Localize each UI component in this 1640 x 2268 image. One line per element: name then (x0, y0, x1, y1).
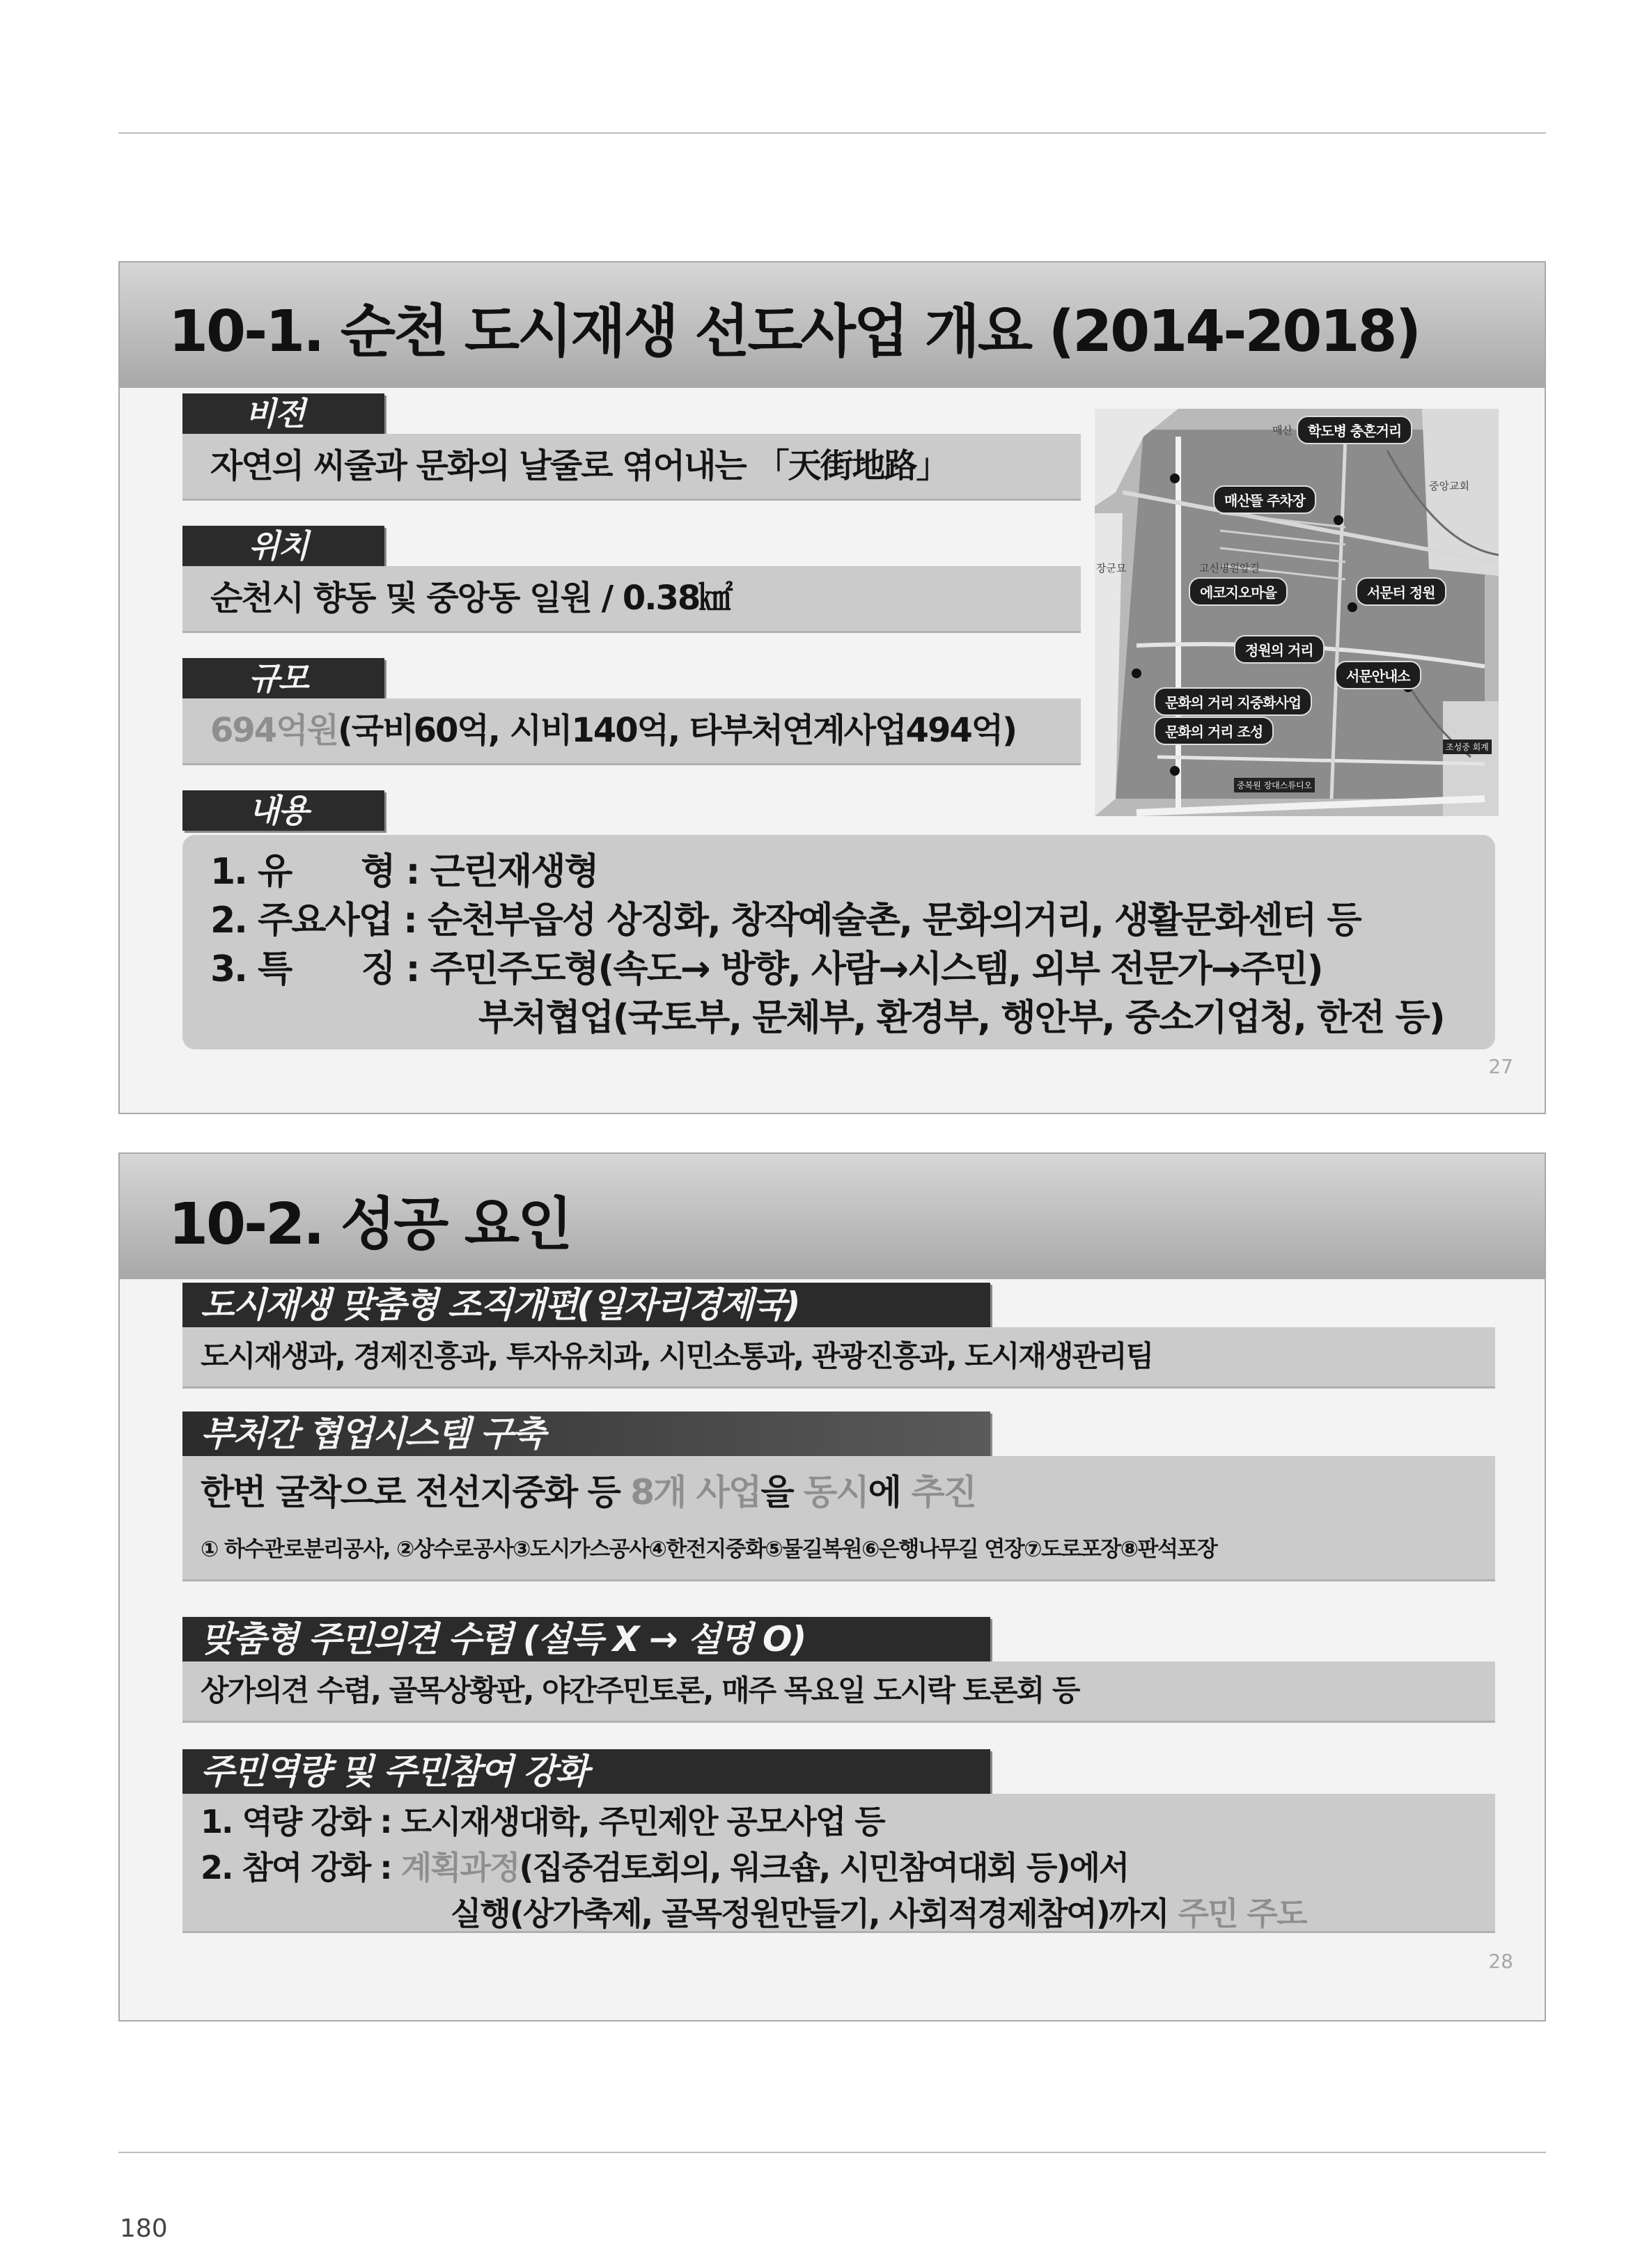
collab-text-highlight: 8개 사업 (630, 1472, 761, 1512)
scale-text (182, 698, 1081, 765)
map-text-maesin: 매산 (1272, 424, 1293, 437)
capacity-text-highlight: 주민 주도 (1178, 1895, 1306, 1932)
collab-text-part: 에 (868, 1472, 912, 1512)
resident-capacity-label: 주민역량 및 주민참여 강화 (182, 1749, 990, 1794)
content-line-1: 1. 유 형 : 근린재생형 (210, 851, 598, 893)
collab-text-highlight: 추진 (911, 1472, 976, 1512)
slide-success-factors (118, 1152, 1546, 2021)
collab-text-highlight: 동시 (804, 1472, 868, 1512)
resident-opinion-label: 맞춤형 주민의견 수렴 (설득 X → 설명 O) (182, 1617, 990, 1661)
bottom-rule (118, 2152, 1546, 2153)
map-label-eco-village: 에코지오마을 (1189, 577, 1288, 606)
resident-capacity-box (182, 1794, 1495, 1933)
map-text-gosin: 고신병원앞길 (1199, 562, 1260, 574)
map-label-culture-underground: 문화의 거리 지중화사업 (1154, 687, 1312, 716)
location-label: 위치 (182, 526, 384, 566)
content-label: 내용 (182, 790, 384, 831)
slide-number: 28 (1488, 1950, 1513, 1973)
capacity-text-part: 실행(상가축제, 골목정원만들기, 사회적경제참여)까지 (451, 1895, 1178, 1932)
collab-text-part: 을 (760, 1472, 804, 1512)
map-label-seomun-garden: 서문터 정원 (1356, 577, 1446, 606)
collab-system-text (201, 1464, 976, 1515)
scale-detail: (국비60억, 시비140억, 타부처연계사업494억) (337, 711, 1017, 750)
map-label-culture-street: 문화의 거리 조성 (1154, 717, 1274, 745)
capacity-line-2 (201, 1843, 1128, 1888)
slide-title-bar (120, 263, 1545, 388)
map-graphic (1095, 409, 1499, 816)
capacity-line-3 (451, 1888, 1306, 1934)
vision-label: 비전 (182, 393, 384, 434)
slide-title: 10-2. 성공 요인 (169, 1191, 571, 1258)
content-line-3: 3. 특 징 : 주민주도형(속도→ 방향, 사람→시스템, 외부 전문가→주민) (210, 948, 1322, 990)
map-label-haktobyung: 학도병 충혼거리 (1297, 416, 1412, 444)
slide-overview (118, 261, 1546, 1114)
map-text-janggun: 장군묘 (1096, 562, 1127, 574)
org-reform-label: 도시재생 맞춤형 조직개편(일자리경제국) (182, 1283, 990, 1327)
collab-system-detail: ① 하수관로분리공사, ②상수로공사③도시가스공사④한전지중화⑤물길복원⑥은행나무길 연장⑦도로포장⑧판석포장 (201, 1537, 1217, 1562)
collab-system-box (182, 1456, 1495, 1581)
capacity-line-1: 1. 역량 강화 : 도시재생대학, 주민제안 공모사업 등 (201, 1803, 884, 1840)
page-number: 180 (120, 2214, 168, 2243)
map-text-right: 조성중 회계 (1443, 740, 1492, 754)
capacity-text-part: (집중검토회의, 워크숍, 시민참여대회 등)에서 (519, 1849, 1129, 1886)
collab-system-label: 부처간 협업시스템 구축 (182, 1411, 990, 1456)
map-text-church: 중앙교회 (1429, 480, 1469, 492)
slide-title-bar (120, 1154, 1545, 1279)
content-panel (182, 835, 1495, 1049)
scale-amount: 694억원 (210, 711, 338, 750)
capacity-text-highlight: 계획과정 (400, 1849, 520, 1886)
top-rule (118, 132, 1546, 134)
resident-opinion-text: 상가의견 수렴, 골목상황판, 야간주민토론, 매주 목요일 도시락 토론회 등 (182, 1661, 1495, 1723)
slide-title: 10-1. 순천 도시재생 선도사업 개요 (2014-2018) (169, 299, 1420, 365)
map-label-maesan-parking: 매산뜰 주차장 (1213, 485, 1316, 514)
map-label-garden-street: 정원의 거리 (1234, 635, 1325, 664)
content-line-4: 부처협업(국토부, 문체부, 환경부, 행안부, 중소기업청, 한전 등) (478, 997, 1444, 1039)
org-reform-text: 도시재생과, 경제진흥과, 투자유치과, 시민소통과, 관광진흥과, 도시재생관리팀 (182, 1327, 1495, 1389)
slide-number: 27 (1488, 1055, 1513, 1078)
collab-text-part: 한번 굴착으로 전선지중화 등 (201, 1472, 631, 1512)
capacity-text-part: 2. 참여 강화 : (201, 1849, 401, 1886)
scale-label: 규모 (182, 658, 384, 698)
map-text-bottom: 중복원 장대스튜디오 (1234, 778, 1315, 792)
location-text: 순천시 향동 및 중앙동 일원 / 0.38㎢ (182, 566, 1081, 633)
vision-text: 자연의 씨줄과 문화의 날줄로 엮어내는 「天街地路」 (182, 434, 1081, 501)
site-map (1095, 409, 1499, 816)
map-label-seomun-info: 서문안내소 (1335, 661, 1421, 689)
content-line-2: 2. 주요사업 : 순천부읍성 상징화, 창작예술촌, 문화의거리, 생활문화센터 등 (210, 900, 1361, 941)
